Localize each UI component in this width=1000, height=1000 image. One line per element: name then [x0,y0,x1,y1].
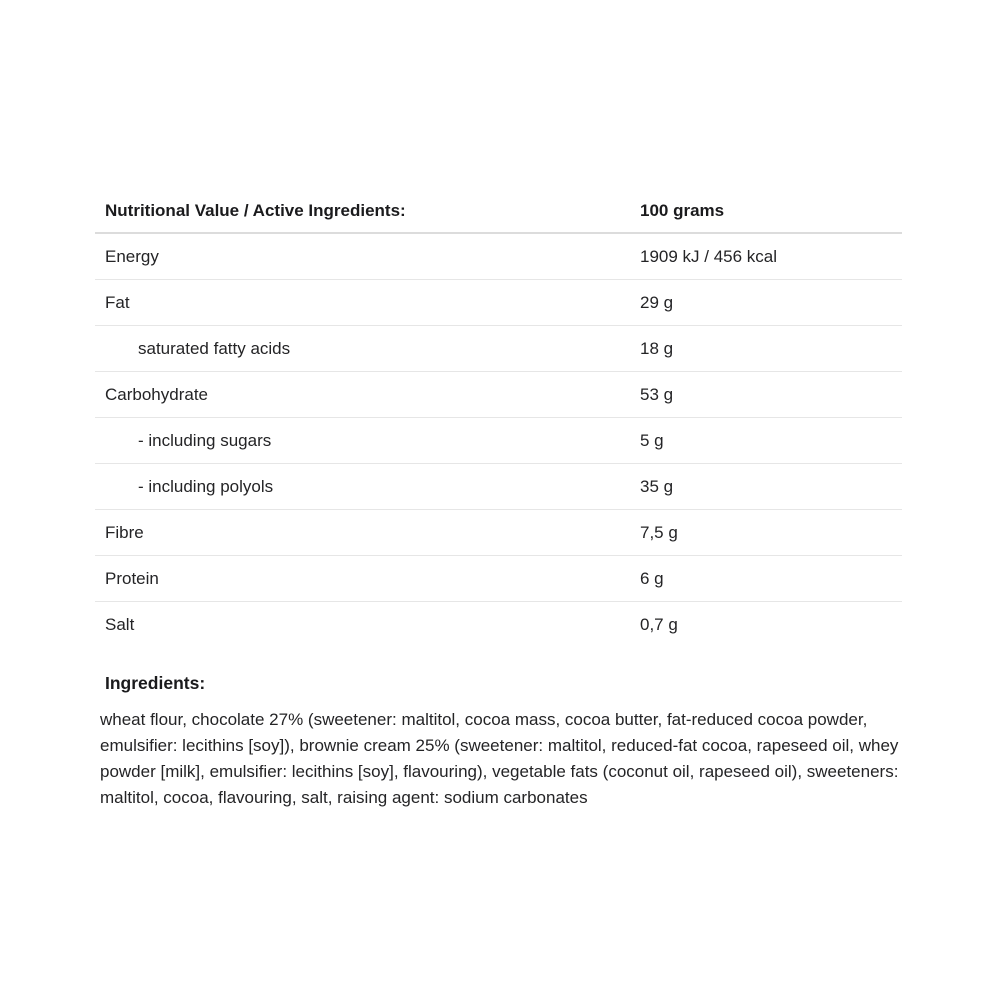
table-row [95,556,902,602]
nutrient-label: Carbohydrate [95,372,630,418]
nutrient-label: Energy [95,233,630,280]
table-row [95,233,902,280]
nutrient-value: 53 g [630,372,902,418]
table-body [95,233,902,647]
table-header-label: Nutritional Value / Active Ingredients: [95,190,630,233]
table-row [95,326,902,372]
nutrient-value: 0,7 g [640,614,678,634]
table-row [95,418,902,464]
nutrient-value: 6 g [630,556,902,602]
table-header-value: 100 grams [630,190,902,233]
nutrient-value: 29 g [630,280,902,326]
nutrient-value: 1909 kJ / 456 kcal [630,233,902,280]
nutrient-value: 7,5 g [630,510,902,556]
table-row [95,280,902,326]
nutrition-table [95,190,902,647]
nutrient-value: 35 g [630,464,902,510]
nutrition-panel [95,190,902,811]
table-row [95,602,902,648]
table-row [95,372,902,418]
table-row [95,464,902,510]
nutrient-value: 18 g [630,326,902,372]
nutrient-label: - including sugars [95,418,630,464]
nutrient-value: 5 g [630,418,902,464]
nutrient-label: Salt [105,614,135,634]
nutrient-label: Fat [95,280,630,326]
table-row [95,510,902,556]
nutrient-label: saturated fatty acids [95,326,630,372]
ingredients-text: wheat flour, chocolate 27% (sweetener: maltitol, cocoa mass, cocoa butter, fat-reduced cocoa powder, emulsifier: lecithins [soy]), brownie cream 25% (sweetener: maltitol, reduced-fat cocoa, rapeseed oil, whey powder [milk], emulsifier: lecithins [soy], flavouring), vegetable fats (coconut oil, rapeseed oil), sweeteners: maltitol, cocoa, flavouring, salt, raising agent: sodium carbonates [100,710,899,807]
nutrient-label: Fibre [95,510,630,556]
ingredients-heading: Ingredients: [105,673,206,693]
nutrient-label: Protein [95,556,630,602]
nutrient-label: - including polyols [95,464,630,510]
table-header-row [95,190,902,233]
